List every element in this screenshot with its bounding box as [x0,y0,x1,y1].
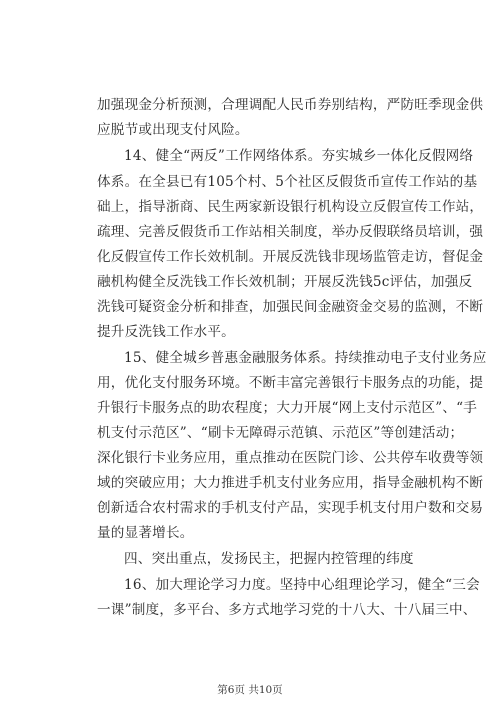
text-line: 一课”制度，多平台、多方式地学习党的十八大、十八届三中、 [97,602,477,618]
text-line: 疏理、完善反假货币工作站相关制度，举办反假联络员培训，强 [97,224,484,240]
page-footer: 第6页 共10页 [217,684,283,696]
text-line: 提升反洗钱工作水平。 [97,324,235,340]
text-line: 化反假宣传工作长效机制。开展反洗钱非现场监管走访，督促金 [97,249,484,265]
text-line: 用，优化支付服务环境。不断丰富完善银行卡服务点的功能，提 [97,375,484,391]
text-line: 洗钱可疑资金分析和排查，加强民间金融资金交易的监测，不断 [97,299,484,315]
text-line: 融机构健全反洗钱工作长效机制；开展反洗钱5c评估，加强反 [97,274,473,290]
text-line: 应脱节或出现支付风险。 [97,122,249,138]
text-line: 深化银行卡业务应用，重点推动在医院门诊、公共停车收费等领 [97,450,484,466]
paragraph-start-14: 14、健全“两反”工作网络体系。夯实城乡一体化反假网络 [124,148,474,164]
paragraph-start-15: 15、健全城乡普惠金融服务体系。持续推动电子支付业务应 [124,350,487,366]
text-line: 量的显著增长。 [97,525,194,541]
text-line: 创新适合农村需求的手机支付产品，实现手机支付用户数和交易 [97,500,484,516]
text-line: 础上，指导浙商、民生两家新设银行机构设立反假宣传工作站， [97,199,484,215]
text-line: 机支付示范区”、“刷卡无障碍示范镇、示范区”等创建活动； [97,425,464,441]
text-line: 域的突破应用；大力推进手机支付业务应用，指导金融机构不断 [97,475,484,491]
text-line: 体系。在全县已有105个村、5个社区反假货币宣传工作站的基 [97,174,478,190]
text-line: 加强现金分析预测，合理调配人民币券别结构，严防旺季现金供 [97,97,484,113]
paragraph-start-16: 16、加大理论学习力度。坚持中心组理论学习，健全“三会 [124,577,480,593]
text-line: 升银行卡服务点的助农程度；大力开展“网上支付示范区”、“手 [97,400,478,416]
section-heading: 四、突出重点，发扬民主，把握内控管理的纬度 [124,551,414,567]
